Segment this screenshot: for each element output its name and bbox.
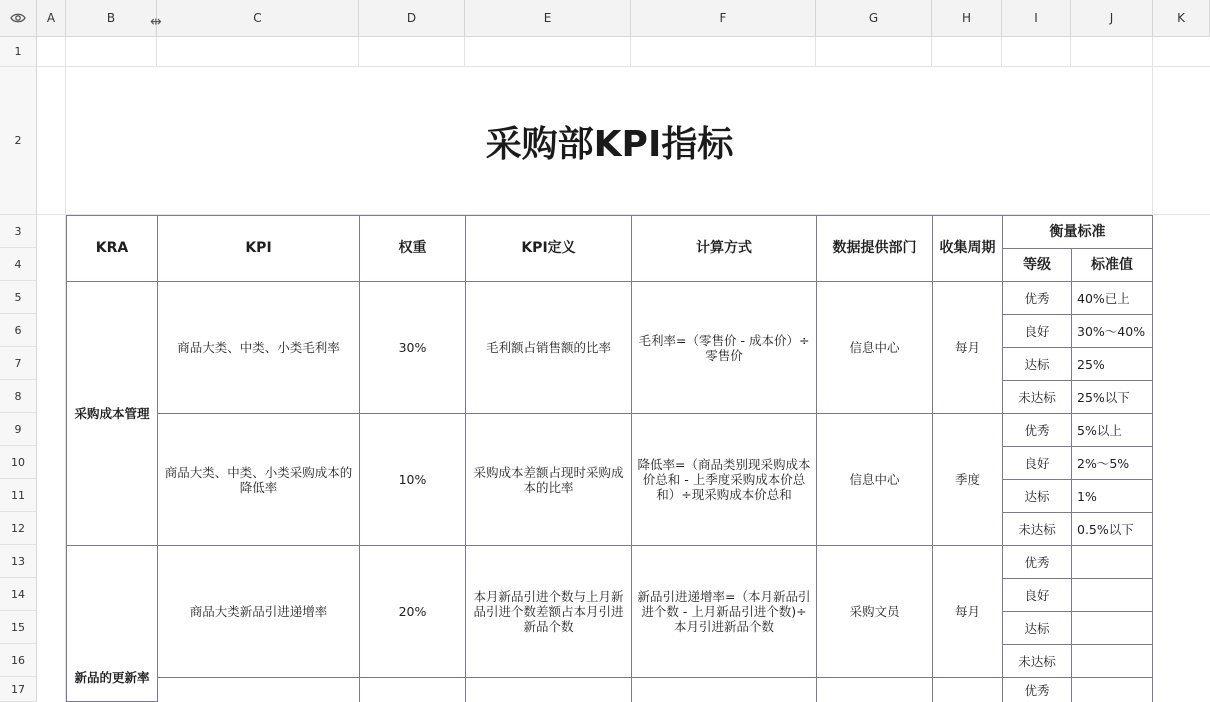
header-weight[interactable]: 权重 — [359, 215, 465, 281]
kpi-cell[interactable]: 商品大类、中类、小类采购成本的降低率 — [157, 413, 359, 545]
column-header-e[interactable]: E — [465, 0, 631, 37]
header-standard-value[interactable]: 标准值 — [1071, 248, 1153, 281]
column-header-i[interactable]: I — [1002, 0, 1071, 37]
calculation-cell[interactable] — [631, 677, 816, 702]
weight-cell[interactable]: 10% — [359, 413, 465, 545]
standard-cell[interactable] — [1071, 578, 1153, 611]
row-header-17[interactable]: 17 — [0, 677, 37, 702]
level-cell[interactable]: 优秀 — [1002, 677, 1071, 702]
level-cell[interactable]: 达标 — [1002, 347, 1071, 380]
row-header-6[interactable]: 6 — [0, 314, 37, 347]
standard-cell[interactable]: 1% — [1071, 479, 1153, 512]
kra-cell[interactable]: 新品的更新率 — [66, 545, 157, 702]
column-header-d[interactable]: D — [359, 0, 465, 37]
column-header-k[interactable]: K — [1153, 0, 1210, 37]
calculation-cell[interactable]: 降低率=（商品类别现采购成本价总和 - 上季度采购成本价总和）÷现采购成本价总和 — [631, 413, 816, 545]
column-header-b[interactable]: B — [66, 0, 157, 37]
level-cell[interactable]: 未达标 — [1002, 512, 1071, 545]
row-header-16[interactable]: 16 — [0, 644, 37, 677]
standard-cell[interactable]: 2%～5% — [1071, 446, 1153, 479]
row-header-4[interactable]: 4 — [0, 248, 37, 281]
column-header-g[interactable]: G — [816, 0, 932, 37]
data-dept-cell[interactable] — [816, 677, 932, 702]
kpi-definition-cell[interactable]: 毛利额占销售额的比率 — [465, 281, 631, 413]
level-cell[interactable]: 良好 — [1002, 446, 1071, 479]
kpi-definition-cell[interactable] — [465, 677, 631, 702]
calculation-cell[interactable]: 毛利率=（零售价 - 成本价）÷零售价 — [631, 281, 816, 413]
kpi-cell[interactable] — [157, 677, 359, 702]
row-header-3[interactable]: 3 — [0, 215, 37, 248]
header-collection-period[interactable]: 收集周期 — [932, 215, 1002, 281]
column-header-c[interactable]: C — [157, 0, 359, 37]
standard-cell[interactable]: 25%以下 — [1071, 380, 1153, 413]
column-header-f[interactable]: F — [631, 0, 816, 37]
gridline — [1070, 37, 1071, 67]
standard-cell[interactable]: 0.5%以下 — [1071, 512, 1153, 545]
column-resize-icon[interactable]: ⇹ — [150, 14, 162, 30]
header-calculation[interactable]: 计算方式 — [631, 215, 816, 281]
kpi-definition-cell[interactable]: 采购成本差额占现时采购成本的比率 — [465, 413, 631, 545]
select-all-corner[interactable] — [0, 0, 37, 37]
standard-cell[interactable]: 40%已上 — [1071, 281, 1153, 314]
standard-cell[interactable] — [1071, 611, 1153, 644]
header-measure-standard[interactable]: 衡量标准 — [1002, 215, 1153, 248]
header-level[interactable]: 等级 — [1002, 248, 1071, 281]
header-kpi-definition[interactable]: KPI定义 — [465, 215, 631, 281]
calculation-cell[interactable]: 新品引进递增率=（本月新品引进个数 - 上月新品引进个数)÷本月引进新品个数 — [631, 545, 816, 677]
gridline — [464, 37, 465, 67]
data-dept-cell[interactable]: 信息中心 — [816, 281, 932, 413]
level-cell[interactable]: 达标 — [1002, 479, 1071, 512]
row-header-9[interactable]: 9 — [0, 413, 37, 446]
gridline — [931, 37, 932, 67]
sheet-title[interactable]: 采购部KPI指标 — [485, 123, 734, 165]
eye-icon — [10, 9, 26, 28]
column-header-a[interactable]: A — [37, 0, 66, 37]
header-data-dept[interactable]: 数据提供部门 — [816, 215, 932, 281]
level-cell[interactable]: 优秀 — [1002, 413, 1071, 446]
standard-cell[interactable] — [1071, 545, 1153, 578]
gridline — [156, 37, 157, 67]
standard-cell[interactable]: 5%以上 — [1071, 413, 1153, 446]
row-header-5[interactable]: 5 — [0, 281, 37, 314]
gridline — [358, 37, 359, 67]
level-cell[interactable]: 未达标 — [1002, 380, 1071, 413]
header-kpi[interactable]: KPI — [157, 215, 359, 281]
row-header-13[interactable]: 13 — [0, 545, 37, 578]
standard-cell[interactable]: 25% — [1071, 347, 1153, 380]
gridline — [630, 37, 631, 67]
level-cell[interactable]: 良好 — [1002, 314, 1071, 347]
data-dept-cell[interactable]: 信息中心 — [816, 413, 932, 545]
standard-cell[interactable] — [1071, 644, 1153, 677]
period-cell[interactable]: 每月 — [932, 545, 1002, 677]
row-header-10[interactable]: 10 — [0, 446, 37, 479]
kra-cell[interactable]: 采购成本管理 — [66, 281, 157, 545]
row-header-2[interactable]: 2 — [0, 67, 37, 215]
gridline — [1001, 37, 1002, 67]
period-cell[interactable]: 季度 — [932, 413, 1002, 545]
weight-cell[interactable] — [359, 677, 465, 702]
level-cell[interactable]: 达标 — [1002, 611, 1071, 644]
weight-cell[interactable]: 30% — [359, 281, 465, 413]
kpi-definition-cell[interactable]: 本月新品引进个数与上月新品引进个数差额占本月引进新品个数 — [465, 545, 631, 677]
gridline — [815, 37, 816, 67]
period-cell[interactable]: 每月 — [932, 281, 1002, 413]
row-header-11[interactable]: 11 — [0, 479, 37, 512]
column-header-j[interactable]: J — [1071, 0, 1153, 37]
row-header-14[interactable]: 14 — [0, 578, 37, 611]
row-header-8[interactable]: 8 — [0, 380, 37, 413]
kpi-cell[interactable]: 商品大类新品引进递增率 — [157, 545, 359, 677]
row-header-12[interactable]: 12 — [0, 512, 37, 545]
header-kra[interactable]: KRA — [66, 215, 157, 281]
row-header-15[interactable]: 15 — [0, 611, 37, 644]
standard-cell[interactable] — [1071, 677, 1153, 702]
level-cell[interactable]: 优秀 — [1002, 281, 1071, 314]
row-header-7[interactable]: 7 — [0, 347, 37, 380]
kpi-cell[interactable]: 商品大类、中类、小类毛利率 — [157, 281, 359, 413]
period-cell[interactable] — [932, 677, 1002, 702]
level-cell[interactable]: 未达标 — [1002, 644, 1071, 677]
weight-cell[interactable]: 20% — [359, 545, 465, 677]
level-cell[interactable]: 良好 — [1002, 578, 1071, 611]
standard-cell[interactable]: 30%～40% — [1071, 314, 1153, 347]
row-header-1[interactable]: 1 — [0, 37, 37, 67]
level-cell[interactable]: 优秀 — [1002, 545, 1071, 578]
data-dept-cell[interactable]: 采购文员 — [816, 545, 932, 677]
column-header-h[interactable]: H — [932, 0, 1002, 37]
